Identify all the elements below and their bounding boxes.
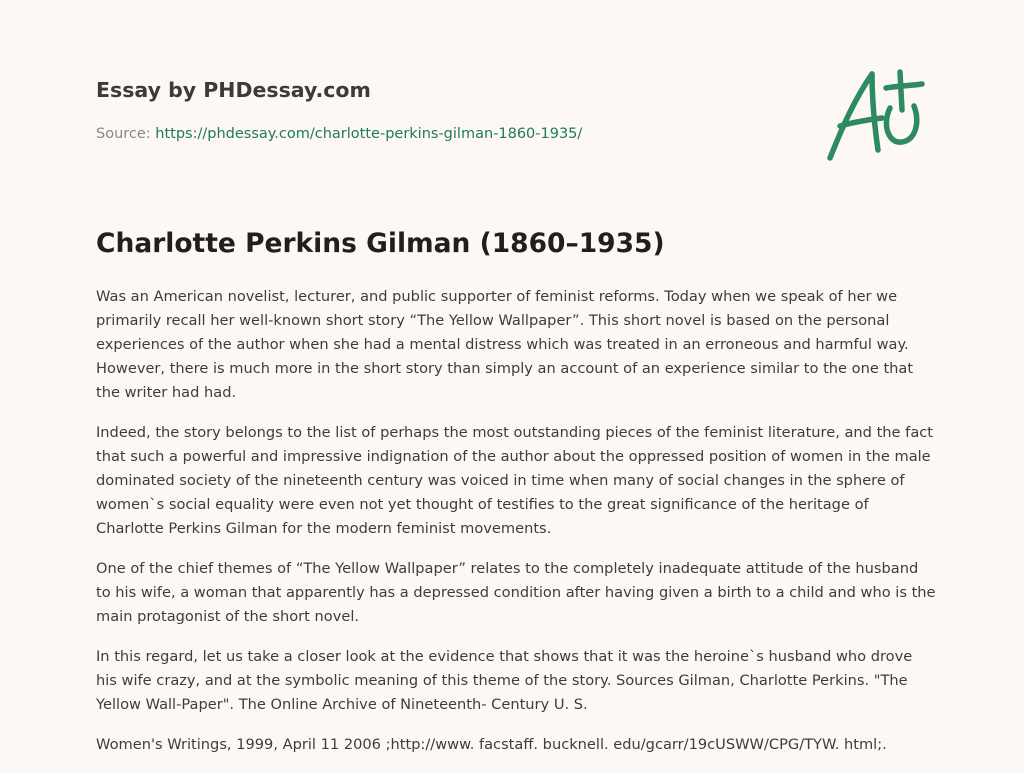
document-header — [96, 76, 796, 144]
source-line — [96, 124, 796, 144]
essay-body — [96, 285, 936, 773]
essay-paragraph: One of the chief themes of “The Yellow Wallpaper” relates to the completely inadequate attitude of the husband to his wife, a woman that apparently has a depressed condition after having given a birth to a child and who is the main protagonist of the short novel. — [96, 560, 936, 625]
site-title: Essay by PHDessay.com — [96, 78, 371, 102]
essay-paragraph: Indeed, the story belongs to the list of perhaps the most outstanding pieces of the feminist literature, and the fact that such a powerful and impressive indignation of the author about the oppressed position of women in the male dominated society of the nineteenth century was voiced in time when many of social changes in the sphere of women`s social equality were even not yet thought of testifies to the great significance of the heritage of Charlotte Perkins Gilman for the modern feminist movements. — [96, 424, 934, 537]
essay-paragraph: Women's Writings, 1999, April 11 2006 ;http://www. facstaff. bucknell. edu/gcarr/19cUSWW/CPG/TYW. html;. — [96, 736, 887, 753]
source-label: Source: — [96, 126, 156, 142]
essay-title: Charlotte Perkins Gilman (1860–1935) — [96, 228, 665, 259]
a-plus-grade-logo-icon — [820, 66, 930, 166]
source-link[interactable]: https://phdessay.com/charlotte-perkins-gilman-1860-1935/ — [155, 126, 583, 142]
essay-paragraph: In this regard, let us take a closer look at the evidence that shows that it was the heroine`s husband who drove his wife crazy, and at the symbolic meaning of this theme of the story. Sources Gilman, Charlotte Perkins. "The Yellow Wall-Paper". The Online Archive of Nineteenth- Century U. S. — [96, 648, 913, 713]
essay-paragraph: Was an American novelist, lecturer, and public supporter of feminist reforms. Today when we speak of her we primarily recall her well-known short story “The Yellow Wallpaper”. This short novel is based on the personal experiences of the author when she had a mental distress which was treated in an erroneous and harmful way. However, there is much more in the short story than simply an account of an experience similar to the one that the writer had had. — [96, 288, 914, 401]
